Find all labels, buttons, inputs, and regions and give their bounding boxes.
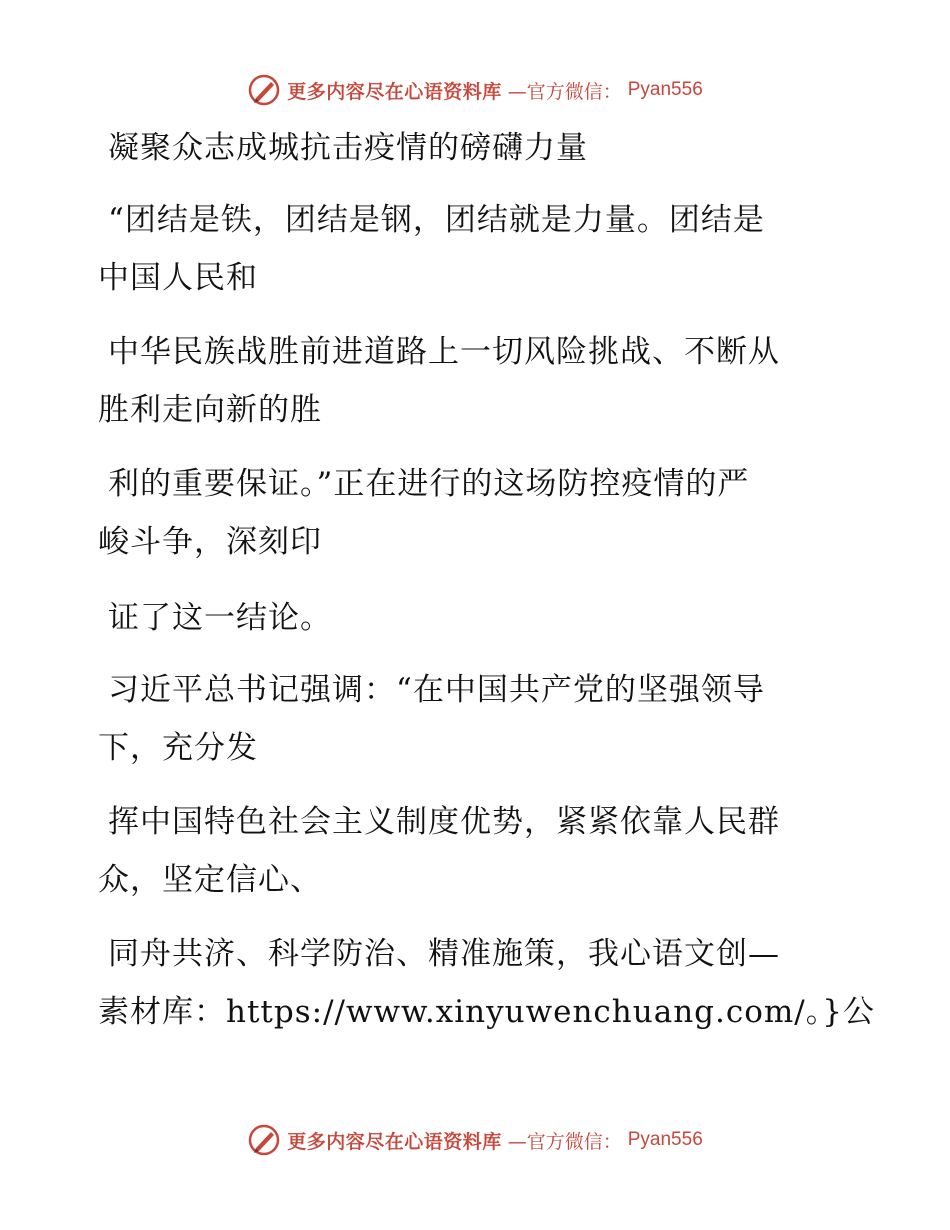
- text-line: 中华民族战胜前进道路上一切风险挑战、不断从: [108, 334, 780, 370]
- banner-text: 更多内容尽在心语资料库: [287, 1130, 502, 1153]
- red-pen-seal-icon: [247, 73, 281, 107]
- header-banner: [0, 70, 950, 110]
- text-line: 证了这一结论。: [108, 600, 332, 636]
- text-line: 峻斗争，深刻印: [98, 524, 322, 560]
- text-line: 下，充分发: [98, 730, 258, 766]
- banner-separator: —官方微信：: [507, 1130, 622, 1153]
- banner-wechat-handle: Pyan556: [627, 79, 703, 100]
- text-line: 中国人民和: [98, 260, 258, 296]
- text-line: 挥中国特色社会主义制度优势，紧紧依靠人民群: [108, 804, 780, 840]
- text-line: 素材库：https://www.xinyuwenchuang.com/。}公: [98, 994, 875, 1030]
- text-line: 同舟共济、科学防治、精准施策，我心语文创—: [108, 936, 780, 972]
- text-line: 众，坚定信心、: [98, 862, 322, 898]
- text-line: 习近平总书记强调：“在中国共产党的坚强领导: [108, 672, 765, 708]
- banner-text: 更多内容尽在心语资料库: [287, 80, 502, 103]
- text-line: 利的重要保证。”正在进行的这场防控疫情的严: [108, 466, 750, 502]
- banner-wechat-handle: Pyan556: [627, 1129, 703, 1150]
- footer-banner: [0, 1120, 950, 1160]
- red-pen-seal-icon: [247, 1123, 281, 1157]
- document-title: 凝聚众志成城抗击疫情的磅礴力量: [108, 130, 588, 166]
- text-line: “团结是铁，团结是钢，团结就是力量。团结是: [108, 202, 765, 238]
- banner-separator: —官方微信：: [507, 80, 622, 103]
- text-line: 胜利走向新的胜: [98, 392, 322, 428]
